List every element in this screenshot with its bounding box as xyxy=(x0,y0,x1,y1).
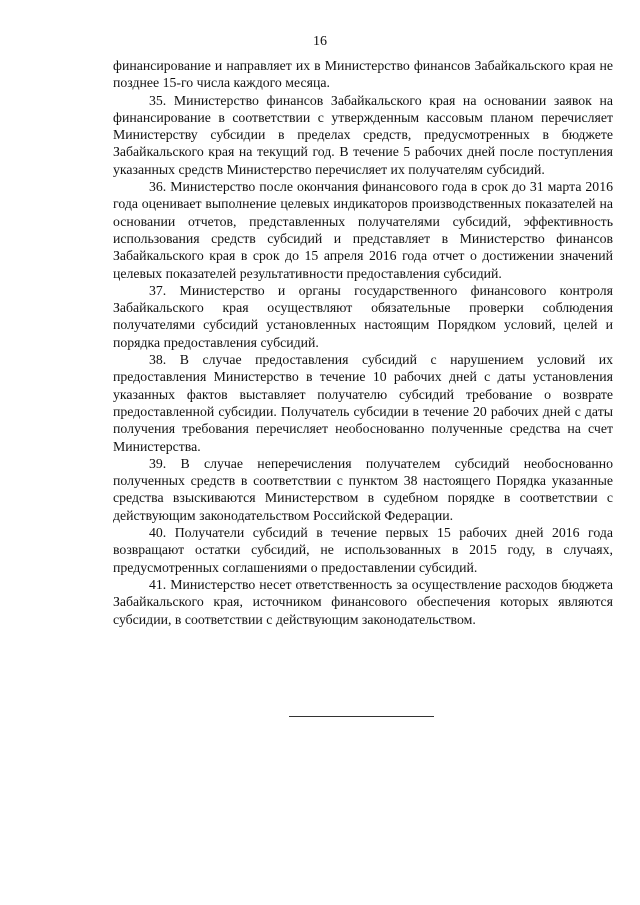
paragraph-36: 36. Министерство после окончания финансового года в срок до 31 марта 2016 года оценивает выполнение целевых индикаторов производственных показателей на основании отчетов, представленных получателями субсидий, эффективность использования средств субсидий и представляет в Министерство финансов Забайкальского края в срок до 15 апреля 2016 года отчет о достижении значений целевых показателей результативности предоставления субсидий. xyxy=(113,179,613,281)
paragraph-37: 37. Министерство и органы государственного финансового контроля Забайкальского края осуществляют обязательные проверки соблюдения получателями субсидий установленных настоящим Порядком условий, целей и порядка предоставления субсидий. xyxy=(113,282,613,350)
paragraph-35: 35. Министерство финансов Забайкальского края на основании заявок на финансирование в соответствии с утвержденным кассовым планом перечисляет Министерству субсидии в пределах средств, предусмотренных в бюджете Забайкальского края на текущий год. В течение 5 рабочих дней после поступления указанных средств Министерство перечисляет их получателям субсидий. xyxy=(113,92,613,177)
end-of-document-rule xyxy=(289,716,434,717)
paragraph-39: 39. В случае неперечисления получателем субсидий необоснованно полученных средств в соответствии с пунктом 38 настоящего Порядка указанные средства взыскиваются Министерством в судебном порядке в соответствии с действующим законодательством Российской Федерации. xyxy=(113,455,613,523)
paragraph-38: 38. В случае предоставления субсидий с нарушением условий их предоставления Министерство в течение 10 рабочих дней с даты установления указанных фактов выставляет получателю субсидий требование о возврате предоставленной субсидии. Получатель субсидии в течение 20 рабочих дней с даты получения требования перечисляет необоснованно полученные средства на счет Министерства. xyxy=(113,352,613,454)
paragraph-41: 41. Министерство несет ответственность за осуществление расходов бюджета Забайкальского края, источником финансового обеспечения которых являются субсидии, в соответствии с действующим законодательством. xyxy=(113,576,613,627)
document-body xyxy=(113,57,613,628)
paragraph-continuation: финансирование и направляет их в Министерство финансов Забайкальского края не позднее 15-го числа каждого месяца. xyxy=(113,58,613,91)
page-number: 16 xyxy=(313,34,327,49)
paragraph-40: 40. Получатели субсидий в течение первых 15 рабочих дней 2016 года возвращают остатки субсидий, не использованных в 2015 году, в случаях, предусмотренных соглашениями о предоставлении субсидий. xyxy=(113,525,613,575)
